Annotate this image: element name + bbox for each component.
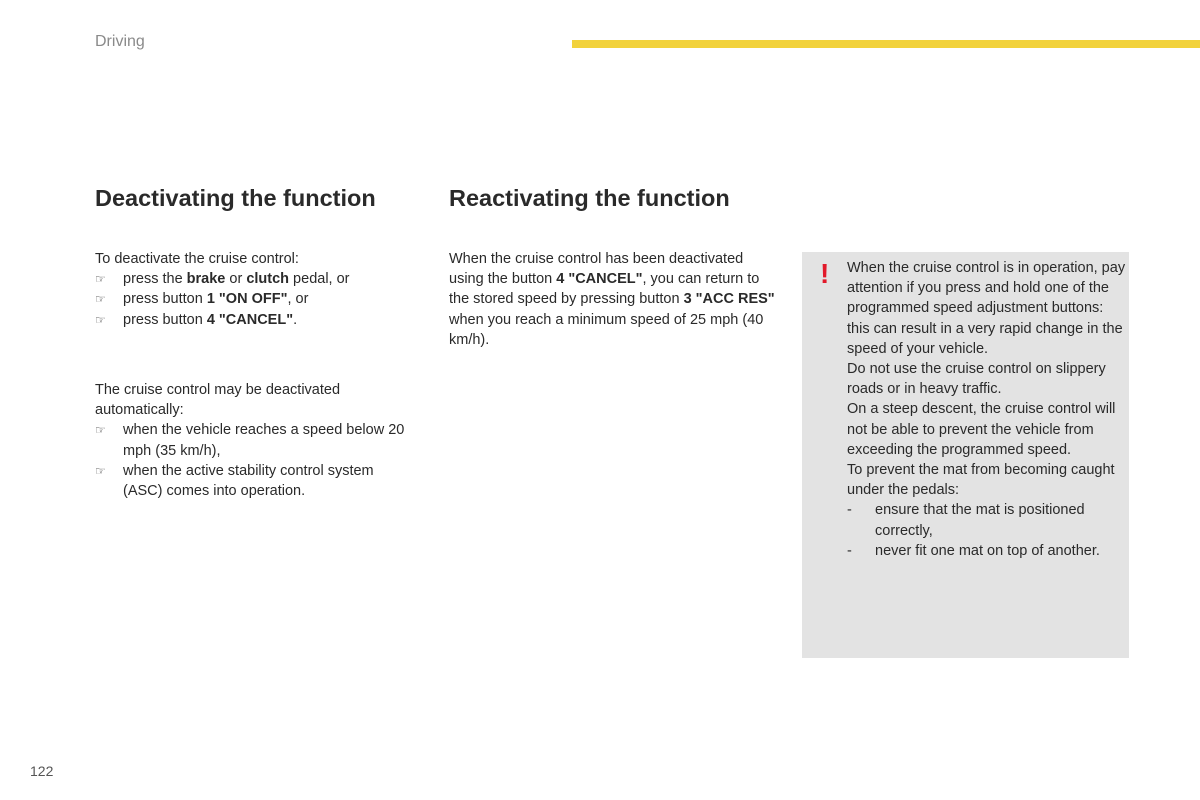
reactivate-text — [449, 249, 779, 350]
pointing-hand-icon: ☞ — [95, 423, 106, 438]
auto-deactivation — [95, 380, 415, 501]
warning-paragraph: To prevent the mat from becoming caught under the pedals: — [847, 462, 1115, 499]
auto-list — [95, 420, 415, 501]
pointing-hand-icon: ☞ — [95, 292, 106, 307]
warning-paragraph: Do not use the cruise control on slippery roads or in heavy traffic. — [847, 361, 1106, 398]
list-item: ☞ when the vehicle reaches a speed below 20 mph (35 km/h), — [95, 422, 405, 459]
list-item: ☞ when the active stability control system (ASC) comes into operation. — [95, 462, 374, 500]
list-item: ☞ press button 1 "ON OFF", or — [95, 289, 415, 309]
list-item: - ensure that the mat is positioned correctly, — [847, 502, 1085, 539]
auto-intro: The cruise control may be deactivated automatically: — [95, 382, 341, 419]
list-item: ☞ press the brake or clutch pedal, or — [95, 269, 415, 289]
pointing-hand-icon: ☞ — [95, 312, 106, 327]
warning-text — [847, 258, 1127, 561]
warning-paragraph: On a steep descent, the cruise control will not be able to prevent the vehicle from exceeding the programmed speed. — [847, 401, 1116, 458]
section-title: Driving — [95, 33, 145, 50]
pointing-hand-icon: ☞ — [95, 272, 106, 287]
deactivate-list — [95, 269, 415, 330]
warning-icon: ! — [820, 258, 830, 289]
warning-box — [802, 252, 1129, 658]
reactivating-heading: Reactivating the function — [449, 185, 730, 211]
reactivate-paragraph: When the cruise control has been deactivated using the button 4 "CANCEL", you can return to the stored speed by pressing button 3 "ACC RES" when you reach a minimum speed of 25 mph (40 km/h). — [449, 251, 775, 348]
deactivate-intro: To deactivate the cruise control: — [95, 251, 299, 267]
deactivate-steps — [95, 249, 415, 330]
warning-list — [847, 500, 1127, 561]
pointing-hand-icon: ☞ — [95, 463, 106, 478]
warning-paragraph: When the cruise control is in operation, pay attention if you press and hold one of the programmed speed adjustment buttons: this can result in a very rapid change in the speed of your vehicle. — [847, 260, 1126, 357]
header-accent-bar — [572, 40, 1200, 48]
deactivating-heading: Deactivating the function — [95, 185, 376, 211]
list-item: ☞ press button 4 "CANCEL". — [95, 310, 415, 330]
list-item: - never fit one mat on top of another. — [847, 542, 1100, 559]
page-number: 122 — [30, 763, 54, 779]
